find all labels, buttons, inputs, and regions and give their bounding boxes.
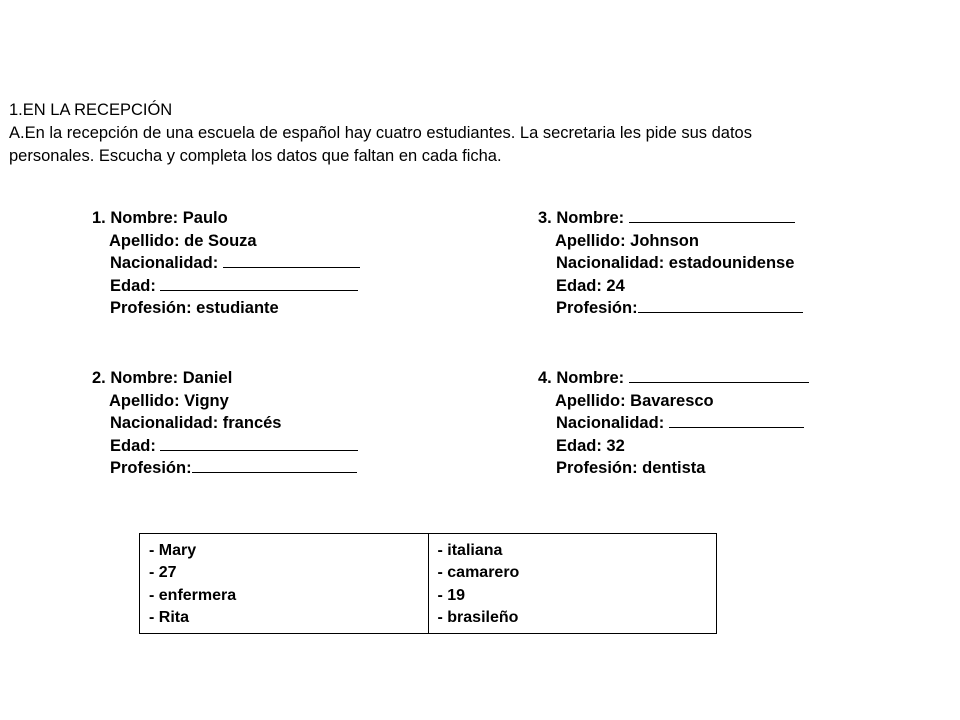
- card-1-apellido: Apellido: de Souza: [109, 231, 257, 250]
- word-bank-left-column: [140, 534, 429, 634]
- card-2-nombre: 2. Nombre: Daniel: [92, 369, 233, 387]
- instructions-line-1: A.En la recepción de una escuela de español hay cuatro estudiantes. La secretaria les pide sus datos: [9, 124, 752, 142]
- student-card-1: [92, 207, 360, 320]
- card-1-nombre: 1. Nombre: Paulo: [92, 209, 228, 227]
- card-4-edad: Edad: 32: [556, 436, 625, 455]
- card-4-apellido: Apellido: Bavaresco: [555, 391, 714, 410]
- card-3-nombre-label: 3. Nombre:: [538, 209, 625, 227]
- word-bank-item: - Rita: [149, 608, 189, 626]
- card-1-nacionalidad-blank[interactable]: [223, 252, 360, 268]
- word-bank-item: - 19: [437, 586, 466, 604]
- card-4-nombre-blank[interactable]: [629, 367, 809, 383]
- word-bank-right-column: [428, 534, 717, 634]
- card-1-edad-blank[interactable]: [160, 275, 358, 291]
- word-bank-item: - camarero: [437, 564, 520, 582]
- card-1-nacionalidad-label: Nacionalidad:: [110, 254, 219, 272]
- word-bank-item: - 27: [149, 564, 177, 582]
- word-bank-item: - enfermera: [149, 586, 237, 604]
- student-card-2: [92, 367, 358, 480]
- student-card-3: [538, 207, 803, 320]
- card-4-profesion: Profesión: dentista: [556, 459, 706, 477]
- card-1-profesion: Profesión: estudiante: [110, 299, 279, 317]
- card-3-profesion-label: Profesión:: [556, 299, 638, 317]
- card-3-nombre-blank[interactable]: [629, 207, 795, 223]
- word-bank-item: - brasileño: [437, 608, 519, 626]
- card-2-edad-blank[interactable]: [160, 435, 358, 451]
- word-bank-item: - italiana: [437, 542, 503, 559]
- card-4-nombre-label: 4. Nombre:: [538, 369, 625, 387]
- card-2-profesion-label: Profesión:: [110, 459, 192, 477]
- exercise-heading: 1.EN LA RECEPCIÓN: [9, 101, 173, 119]
- instructions-line-2: personales. Escucha y completa los datos que faltan en cada ficha.: [9, 147, 502, 165]
- card-4-nacionalidad-blank[interactable]: [669, 412, 804, 428]
- card-2-profesion-blank[interactable]: [192, 457, 357, 473]
- word-bank-table: [139, 533, 717, 634]
- student-card-4: [538, 367, 809, 480]
- instructions: [9, 99, 752, 168]
- card-3-apellido: Apellido: Johnson: [555, 231, 699, 250]
- card-3-profesion-blank[interactable]: [638, 297, 803, 313]
- card-2-apellido: Apellido: Vigny: [109, 391, 229, 410]
- word-bank-item: - Mary: [149, 542, 197, 559]
- card-2-nacionalidad: Nacionalidad: francés: [110, 414, 282, 432]
- card-4-nacionalidad-label: Nacionalidad:: [556, 414, 665, 432]
- card-1-edad-label: Edad:: [110, 276, 156, 295]
- card-3-edad: Edad: 24: [556, 276, 625, 295]
- card-3-nacionalidad: Nacionalidad: estadounidense: [556, 254, 795, 272]
- card-2-edad-label: Edad:: [110, 436, 156, 455]
